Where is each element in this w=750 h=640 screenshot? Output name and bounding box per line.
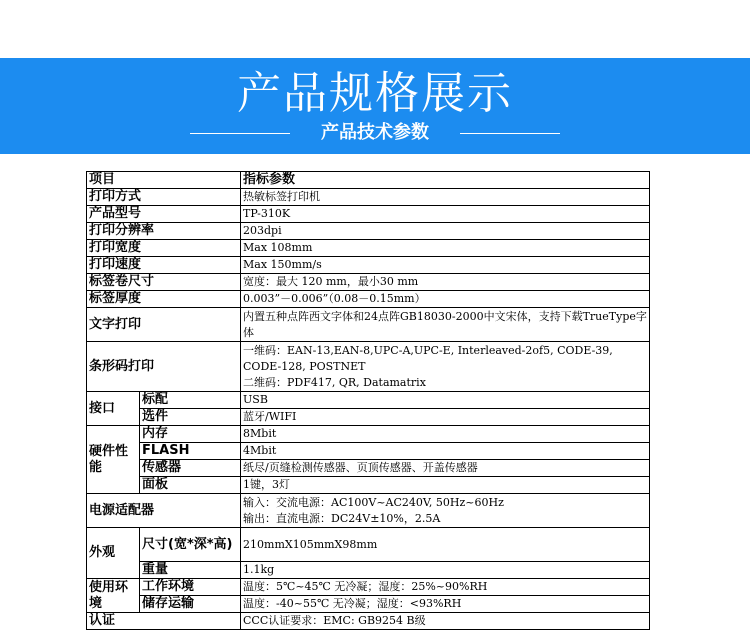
table-row xyxy=(87,308,650,342)
table-row xyxy=(87,342,650,392)
row-label: 认证 xyxy=(87,613,241,630)
header-value-cell: 指标参数 xyxy=(241,172,650,189)
table-row xyxy=(87,426,650,443)
spec-table xyxy=(86,171,650,630)
sub-label: 储存运输 xyxy=(140,596,241,613)
table-row xyxy=(87,494,650,528)
sub-label: 面板 xyxy=(140,477,241,494)
table-row xyxy=(87,562,650,579)
row-label: 打印速度 xyxy=(87,257,241,274)
row-value: 热敏标签打印机 xyxy=(241,189,650,206)
row-label: 标签厚度 xyxy=(87,291,241,308)
table-row xyxy=(87,392,650,409)
header-item-cell: 项目 xyxy=(87,172,241,189)
group-label: 硬件性能 xyxy=(87,426,140,494)
row-label: 打印宽度 xyxy=(87,240,241,257)
table-row xyxy=(87,240,650,257)
row-value: 1键，3灯 xyxy=(241,477,650,494)
barcode-2d-line: 二维码：PDF417, QR, Datamatrix xyxy=(243,375,426,389)
table-row xyxy=(87,206,650,223)
group-label: 使用环境 xyxy=(87,579,140,613)
row-label: 打印分辨率 xyxy=(87,223,241,240)
sub-label: 尺寸(宽*深*高) xyxy=(140,528,241,562)
table-row xyxy=(87,460,650,477)
subtitle-divider-right xyxy=(460,133,560,134)
table-row xyxy=(87,274,650,291)
table-row xyxy=(87,596,650,613)
table-row xyxy=(87,443,650,460)
row-value: Max 150mm/s xyxy=(241,257,650,274)
row-value xyxy=(241,494,650,528)
title-banner xyxy=(0,58,750,154)
row-value: CCC认证要求：EMC: GB9254 B级 xyxy=(241,613,650,630)
row-value: 温度：5℃~45℃ 无冷凝；湿度：25%~90%RH xyxy=(241,579,650,596)
row-label: 条形码打印 xyxy=(87,342,241,392)
table-row xyxy=(87,477,650,494)
power-input-line: 输入：交流电源：AC100V~AC240V, 50Hz~60Hz xyxy=(243,495,504,509)
row-value: 4Mbit xyxy=(241,443,650,460)
table-row xyxy=(87,291,650,308)
table-row xyxy=(87,409,650,426)
sub-label: 工作环境 xyxy=(140,579,241,596)
page-title: 产品规格展示 xyxy=(237,68,513,119)
row-value: 203dpi xyxy=(241,223,650,240)
row-value: USB xyxy=(241,392,650,409)
table-row xyxy=(87,172,650,189)
page-subtitle: 产品技术参数 xyxy=(321,122,429,143)
sub-label: 内存 xyxy=(140,426,241,443)
table-row xyxy=(87,579,650,596)
row-value: 0.003”－0.006”（0.08－0.15mm） xyxy=(241,291,650,308)
table-row xyxy=(87,189,650,206)
power-output-line: 输出：直流电源：DC24V±10%，2.5A xyxy=(243,511,441,525)
sub-label: 选件 xyxy=(140,409,241,426)
row-value: 210mmX105mmX98mm xyxy=(241,528,650,562)
row-value: 8Mbit xyxy=(241,426,650,443)
row-label: 打印方式 xyxy=(87,189,241,206)
table-row xyxy=(87,223,650,240)
sub-label: 重量 xyxy=(140,562,241,579)
row-value: 1.1kg xyxy=(241,562,650,579)
sub-label: 标配 xyxy=(140,392,241,409)
row-value: 纸尽/页缝检测传感器、页顶传感器、开盖传感器 xyxy=(241,460,650,477)
table-row xyxy=(87,257,650,274)
row-value: TP-310K xyxy=(241,206,650,223)
row-value: Max 108mm xyxy=(241,240,650,257)
row-value: 内置五种点阵西文字体和24点阵GB18030-2000中文宋体，支持下载TrueType字体 xyxy=(241,308,650,342)
row-value: 温度：-40~55℃ 无冷凝；湿度：<93%RH xyxy=(241,596,650,613)
group-label: 外观 xyxy=(87,528,140,579)
table-row xyxy=(87,528,650,562)
table-row xyxy=(87,613,650,630)
row-label: 标签卷尺寸 xyxy=(87,274,241,291)
group-label: 接口 xyxy=(87,392,140,426)
sub-label: 传感器 xyxy=(140,460,241,477)
row-label: 产品型号 xyxy=(87,206,241,223)
sub-label: FLASH xyxy=(140,443,241,460)
row-value xyxy=(241,342,650,392)
row-label: 电源适配器 xyxy=(87,494,241,528)
row-value: 蓝牙/WIFI xyxy=(241,409,650,426)
barcode-1d-line: 一维码：EAN-13,EAN-8,UPC-A,UPC-E, Interleaved-2of5, CODE-39, CODE-128, POSTNET xyxy=(243,343,613,373)
row-label: 文字打印 xyxy=(87,308,241,342)
row-value: 宽度：最大 120 mm，最小30 mm xyxy=(241,274,650,291)
